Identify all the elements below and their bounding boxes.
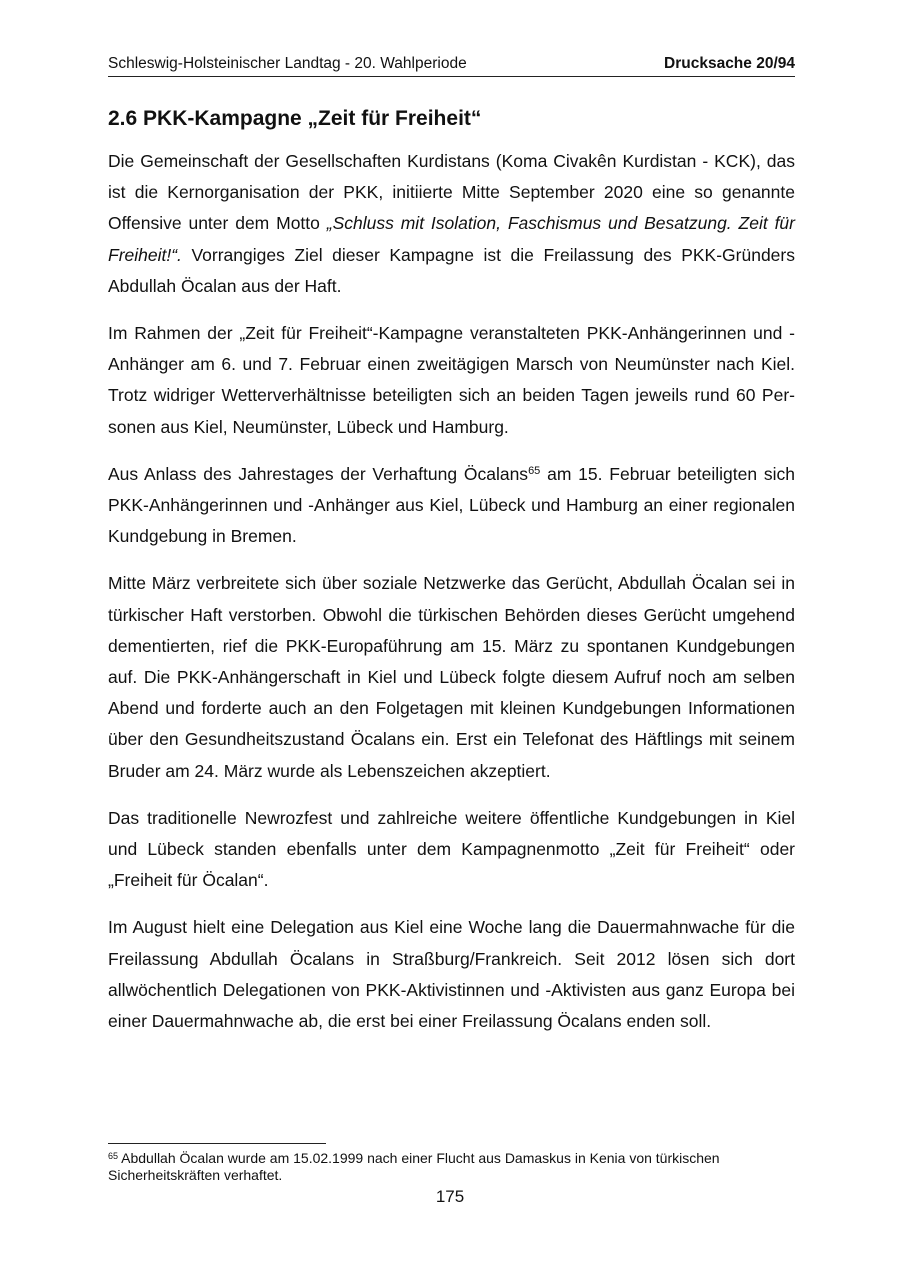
paragraph-3-rest: am 15. Februar beteiligten sich PKK-Anhängerinnen und -Anhänger aus Kiel, Lübeck und Hamburg an einer regionalen Kundgebung in Bremen. [108, 463, 795, 547]
campaign-motto: „Schluss mit Isolation, Faschismus und Besatzung. Zeit für Freiheit!“. [108, 213, 795, 265]
body-text [108, 146, 795, 1053]
paragraph-5: Das traditionelle Newrozfest und zahlreiche weitere öffentliche Kundgebungen in Kiel und Lübeck standen ebenfalls unter dem Kampagnenmotto „Zeit für Freiheit“ oder „Freiheit für Öcalan“. [108, 807, 795, 891]
footnote-divider [108, 1143, 326, 1144]
section-heading: 2.6 PKK-Kampagne „Zeit für Freiheit“ [108, 107, 482, 130]
paragraph-6: Im August hielt eine Delegation aus Kiel eine Woche lang die Dauermahnwache für die Freilassung Abdullah Öcalans in Straßburg/Frankreich. Seit 2012 lösen sich dort allwöchentlich Delegationen von PKK-Aktivistinnen und -Aktivisten aus ganz Europa bei einer Dauermahnwache ab, die erst bei einer Freilassung Öcalans enden soll. [108, 917, 795, 1032]
paragraph-1 [108, 146, 795, 302]
header-title: Schleswig-Holsteinischer Landtag - 20. Wahlperiode [108, 55, 467, 72]
page-number: 175 [435, 1187, 465, 1206]
paragraph-1-rest: Vorrangiges Ziel dieser Kampagne ist die Freilassung des PKK-Gründers Abdullah Öcalan aus der Haft. [108, 244, 795, 296]
document-number: Drucksache 20/94 [664, 55, 795, 72]
paragraph-3-start: Aus Anlass des Jahrestages der Verhaftung Öcalans [108, 463, 529, 484]
paragraph-4: Mitte März verbreitete sich über soziale Netzwerke das Gerücht, Abdullah Öcalan sei in türkischer Haft verstorben. Obwohl die türkischen Behörden dieses Gerücht umgehend dementierten, rief die PKK-Europaführung am 15. März zu spontanen Kundgebungen auf. Die PKK-Anhängerschaft in Kiel und Lübeck folgte diesem Aufruf noch am selben Abend und forderte auch an den Folgetagen mit kleinen Kundgebungen Informationen über den Gesundheitszustand Öcalans ein. Erst ein Telefonat des Häftlings mit seinem Bruder am 24. März wurde als Lebenszeichen akzeptiert. [108, 573, 795, 781]
paragraph-1-intro: Die Gemeinschaft der Gesellschaften Kurdistans (Koma Civakên Kurdistan - KCK), das ist die Kernorganisation der PKK, initiierte Mitte September 2020 eine so genannte Offensive unter dem Motto [108, 151, 795, 234]
paragraph-3 [108, 459, 795, 553]
paragraph-2: Im Rahmen der „Zeit für Freiheit“-Kampagne veranstalteten PKK-Anhängerinnen und -Anhänger am 6. und 7. Februar einen zweitägigen Marsch von Neumünster nach Kiel. Trotz widriger Wetterverhältnisse beteiligten sich an beiden Tagen jeweils rund 60 Personen aus Kiel, Neumünster, Lübeck und Hamburg. [108, 323, 795, 437]
footnote-number: 65 [108, 1151, 119, 1161]
running-header [108, 55, 795, 77]
footnote-text: Abdullah Öcalan wurde am 15.02.1999 nach einer Flucht aus Damaskus in Kenia von türkischen Sicherheitskräften verhaftet. [108, 1150, 720, 1183]
footnote [108, 1150, 795, 1184]
footnote-reference[interactable]: 65 [528, 464, 541, 477]
